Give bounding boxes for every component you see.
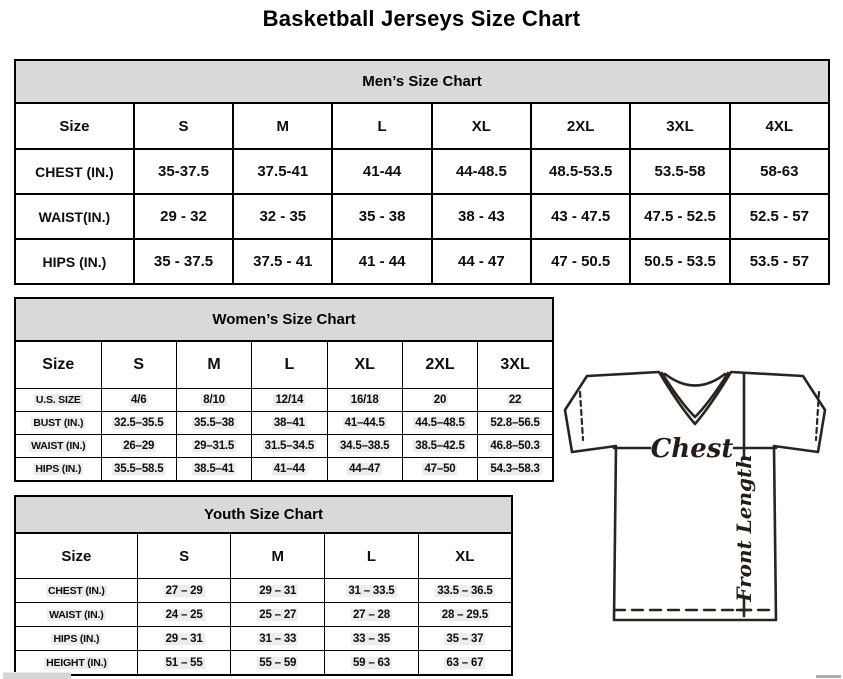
col-header-xl: XL — [418, 533, 512, 579]
row-label: HEIGHT (IN.) — [15, 651, 137, 676]
col-header-3xl: 3XL — [630, 103, 729, 149]
size-value-cell: 44 - 47 — [432, 239, 531, 284]
col-header-size: Size — [15, 533, 137, 579]
col-header-size: Size — [15, 341, 101, 389]
size-value-cell: 35.5–58.5 — [101, 458, 176, 482]
size-value-cell: 35-37.5 — [134, 149, 233, 194]
jersey-measurement-diagram — [556, 360, 843, 630]
size-value-cell: 54.3–58.3 — [478, 458, 553, 482]
size-value-cell: 33 – 35 — [325, 627, 419, 651]
page-title: Basketball Jerseys Size Chart — [262, 6, 581, 31]
size-value-cell: 25 – 27 — [231, 603, 325, 627]
youth-size-chart — [14, 495, 513, 676]
size-header-row — [15, 103, 829, 149]
size-value-cell: 46.8–50.3 — [478, 435, 553, 458]
womens-size-table — [14, 340, 554, 482]
chest-label: Chest — [650, 434, 734, 464]
mens-size-chart — [14, 59, 830, 285]
size-value-cell: 37.5 - 41 — [233, 239, 332, 284]
row-waist-in — [15, 194, 829, 239]
size-value-cell: 32 - 35 — [233, 194, 332, 239]
row-u-s-size — [15, 389, 553, 412]
size-value-cell: 48.5-53.5 — [531, 149, 630, 194]
size-value-cell: 63 – 67 — [418, 651, 512, 676]
size-value-cell: 41–44.5 — [327, 412, 402, 435]
size-value-cell: 29 - 32 — [134, 194, 233, 239]
col-header-m: M — [176, 341, 251, 389]
size-value-cell: 37.5-41 — [233, 149, 332, 194]
size-value-cell: 32.5–35.5 — [101, 412, 176, 435]
size-value-cell: 35 – 37 — [418, 627, 512, 651]
size-value-cell: 52.8–56.5 — [478, 412, 553, 435]
size-value-cell: 38.5–41 — [176, 458, 251, 482]
row-label: HIPS (IN.) — [15, 627, 137, 651]
size-value-cell: 16/18 — [327, 389, 402, 412]
size-value-cell: 35.5–38 — [176, 412, 251, 435]
size-value-cell: 29–31.5 — [176, 435, 251, 458]
size-value-cell: 4/6 — [101, 389, 176, 412]
size-value-cell: 31 – 33.5 — [325, 579, 419, 603]
size-value-cell: 43 - 47.5 — [531, 194, 630, 239]
collar-back-arc — [665, 374, 725, 386]
womens-size-chart — [14, 297, 554, 482]
size-value-cell: 28 – 29.5 — [418, 603, 512, 627]
size-value-cell: 52.5 - 57 — [730, 194, 829, 239]
size-value-cell: 8/10 — [176, 389, 251, 412]
row-waist-in — [15, 603, 512, 627]
size-value-cell: 55 – 59 — [231, 651, 325, 676]
size-value-cell: 26–29 — [101, 435, 176, 458]
row-label: WAIST(IN.) — [15, 194, 134, 239]
row-hips-in — [15, 627, 512, 651]
size-value-cell: 34.5–38.5 — [327, 435, 402, 458]
col-header-xl: XL — [432, 103, 531, 149]
col-header-2xl: 2XL — [402, 341, 477, 389]
row-waist-in — [15, 435, 553, 458]
col-header-s: S — [101, 341, 176, 389]
row-hips-in — [15, 458, 553, 482]
size-value-cell: 47–50 — [402, 458, 477, 482]
col-header-size: Size — [15, 103, 134, 149]
row-height-in — [15, 651, 512, 676]
horizontal-scrollbar-thumb[interactable] — [3, 672, 71, 679]
col-header-m: M — [231, 533, 325, 579]
size-value-cell: 27 – 28 — [325, 603, 419, 627]
row-chest-in — [15, 579, 512, 603]
row-label: HIPS (IN.) — [15, 239, 134, 284]
horizontal-scrollbar-fragment[interactable] — [816, 675, 841, 678]
row-label: WAIST (IN.) — [15, 435, 101, 458]
size-value-cell: 53.5-58 — [630, 149, 729, 194]
col-header-4xl: 4XL — [730, 103, 829, 149]
size-value-cell: 51 – 55 — [137, 651, 231, 676]
size-value-cell: 31 – 33 — [231, 627, 325, 651]
size-value-cell: 29 – 31 — [231, 579, 325, 603]
size-value-cell: 44–47 — [327, 458, 402, 482]
size-value-cell: 29 – 31 — [137, 627, 231, 651]
size-value-cell: 38 - 43 — [432, 194, 531, 239]
row-label: WAIST (IN.) — [15, 603, 137, 627]
size-value-cell: 38–41 — [252, 412, 327, 435]
row-hips-in — [15, 239, 829, 284]
row-label: U.S. SIZE — [15, 389, 101, 412]
size-value-cell: 47.5 - 52.5 — [630, 194, 729, 239]
size-value-cell: 35 - 38 — [332, 194, 431, 239]
col-header-s: S — [134, 103, 233, 149]
size-value-cell: 53.5 - 57 — [730, 239, 829, 284]
size-value-cell: 38.5–42.5 — [402, 435, 477, 458]
size-value-cell: 44.5–48.5 — [402, 412, 477, 435]
col-header-s: S — [137, 533, 231, 579]
youth-size-table — [14, 532, 513, 676]
size-value-cell: 31.5–34.5 — [252, 435, 327, 458]
col-header-2xl: 2XL — [531, 103, 630, 149]
col-header-l: L — [332, 103, 431, 149]
size-value-cell: 24 – 25 — [137, 603, 231, 627]
col-header-m: M — [233, 103, 332, 149]
row-chest-in — [15, 149, 829, 194]
col-header-3xl: 3XL — [478, 341, 553, 389]
col-header-l: L — [325, 533, 419, 579]
mens-chart-title: Men’s Size Chart — [14, 59, 830, 102]
size-header-row — [15, 341, 553, 389]
size-value-cell: 20 — [402, 389, 477, 412]
size-value-cell: 22 — [478, 389, 553, 412]
youth-chart-title: Youth Size Chart — [14, 495, 513, 532]
size-value-cell: 33.5 – 36.5 — [418, 579, 512, 603]
size-value-cell: 58-63 — [730, 149, 829, 194]
size-value-cell: 47 - 50.5 — [531, 239, 630, 284]
size-value-cell: 59 – 63 — [325, 651, 419, 676]
col-header-xl: XL — [327, 341, 402, 389]
size-value-cell: 12/14 — [252, 389, 327, 412]
front-length-label: Front Length — [732, 454, 756, 602]
womens-chart-title: Women’s Size Chart — [14, 297, 554, 340]
row-label: BUST (IN.) — [15, 412, 101, 435]
size-header-row — [15, 533, 512, 579]
size-value-cell: 50.5 - 53.5 — [630, 239, 729, 284]
size-value-cell: 44-48.5 — [432, 149, 531, 194]
jersey-body-outline — [565, 372, 825, 620]
size-value-cell: 27 – 29 — [137, 579, 231, 603]
row-label: HIPS (IN.) — [15, 458, 101, 482]
size-value-cell: 41–44 — [252, 458, 327, 482]
col-header-l: L — [252, 341, 327, 389]
row-bust-in — [15, 412, 553, 435]
size-value-cell: 41 - 44 — [332, 239, 431, 284]
size-value-cell: 35 - 37.5 — [134, 239, 233, 284]
row-label: CHEST (IN.) — [15, 149, 134, 194]
mens-size-table — [14, 102, 830, 285]
jersey-outline-drawing — [556, 360, 843, 630]
size-value-cell: 41-44 — [332, 149, 431, 194]
row-label: CHEST (IN.) — [15, 579, 137, 603]
